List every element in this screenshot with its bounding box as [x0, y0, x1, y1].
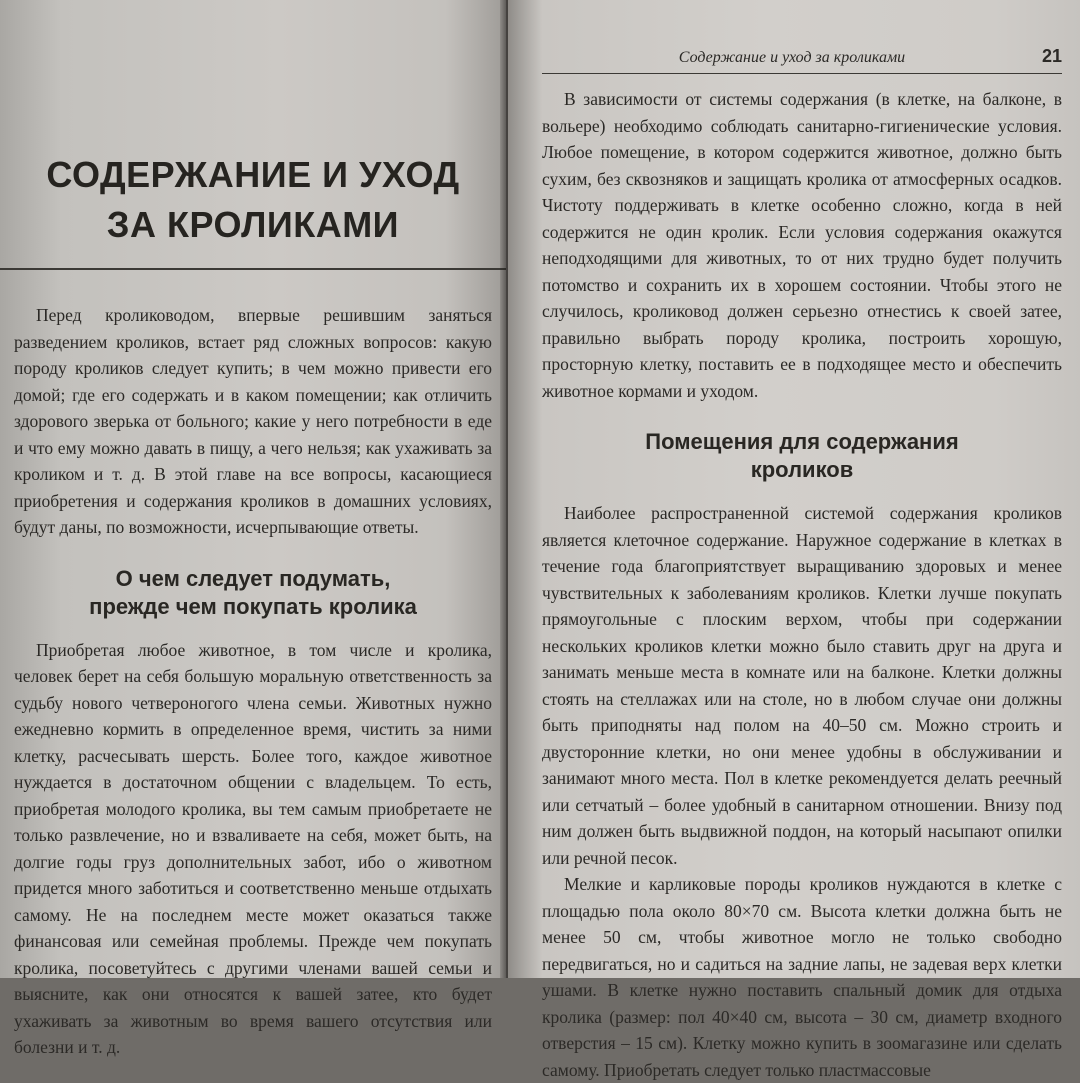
chapter-title-line-2: ЗА КРОЛИКАМИ: [106, 204, 400, 245]
chapter-title-line-1: СОДЕРЖАНИЕ И УХОД: [46, 154, 460, 195]
section-heading-housing: [542, 428, 1062, 484]
section-heading-before-buying: [14, 565, 492, 621]
paragraph-small-breeds: Мелкие и карликовые породы кроликов нуждаются в клетке с площадью пола около 80×70 см. Высота клетки должна быть не менее 50 см, чтобы животное могло не только свободно передвигаться, но и садиться на задние лапы, не задевая верх клетки ушами. В клетке нужно поставить спальный домик для отдыха кролика (размер: пол 40×40 см, высота – 30 см, диаметр входного отверстия – 15 см). Клетку можно купить в зоомагазине или сделать самому. Приобретать следует только пластмассовые: [542, 874, 1062, 1080]
left-page-body: [14, 302, 492, 1061]
paragraph-conditions: В зависимости от системы содержания (в клетке, на балконе, в вольере) необходимо соблюдать санитарно-гигиенические условия. Любое помещение, в котором содержится животное, должно быть сухим, без сквозняков и защищать кролика от атмосферных осадков. Чистоту поддерживать в клетке особенно сложно, когда в ней содержится не один кролик. Если условия содержания окажутся неподходящими для животных, то от них трудно будет получить потомство и сохранить их в хорошем состоянии. Чтобы этого не случилось, кроликовод должен серьезно отнестись к своей затее, правильно выбрать породу кролика, построить хорошую, просторную клетку, поставить ее в подходящее место и обеспечить животное кормами и уходом.: [542, 89, 1062, 401]
running-head: [542, 46, 1062, 74]
intro-paragraph: Перед кролиководом, впервые решившим заняться разведением кроликов, встает ряд сложных вопросов: какую породу кроликов следует купить; в чем можно привести его домой; где его содержать и в каком помещении; как отличить здорового зверька от больного; какие у него потребности в еде и что ему можно давать в пищу, а чего нельзя; как ухаживать за кроликом и т. д. В этой главе на все вопросы, касающиеся приобретения и содержания кроликов в домашних условиях, будут даны, по возможности, исчерпывающие ответы.: [14, 305, 492, 537]
section-paragraph: Приобретая любое животное, в том числе и кролика, человек берет на себя большую моральную ответственность за судьбу нового четвероногого члена семьи. Животных нужно ежедневно кормить в определенное время, чистить за ними клетку, расчесывать шерсть. Более того, каждое животное нуждается в достаточном общении с владельцем. То есть, приобретая молодого кролика, вы тем самым приобретаете не только развлечение, но и взваливаете на себя, может быть, на долгие годы груз дополнительных забот, ибо о животном придется много заботиться и соответственно меньше отдыхать самому. Не на последнем месте может оказаться также финансовая или семейная проблемы. Прежде чем покупать кролика, посоветуйтесь с другими членами вашей семьи и выясните, как они относятся к вашей затее, кто будет ухаживать за животным во время вашего отсутствия или болезни и т. д.: [14, 639, 492, 1057]
right-page: [508, 0, 1080, 1080]
section-heading-line-1: О чем следует подумать,: [115, 565, 391, 591]
section-heading-housing-line-2: кроликов: [750, 457, 854, 482]
left-page: [0, 0, 506, 1057]
section-heading-housing-line-1: Помещения для содержания: [645, 429, 959, 454]
paragraph-cages: Наиболее распространенной системой содержания кроликов является клеточное содержание. Наружное содержание в клетках в течение года благоприятствует выращиванию здоровых и менее чувствительных к заболеваниям кроликов. Клетки лучше покупать прямоугольные с плоским верхом, чтобы при содержании нескольких кроликов клетки можно было ставить друг на друга и занимать меньше места в комнате или на балконе. Клетки должны стоять на стеллажах или на столе, но в любом случае они должны быть приподняты над полом на 40–50 см. Можно строить и двусторонние клетки, но они менее удобны в обслуживании и занимают много места. Пол в клетке рекомендуется делать реечный или сетчатый – более удобный в санитарном отношении. Внизу под ним должен быть выдвижной поддон, на который насыпают опилки или речной песок.: [542, 503, 1062, 868]
section-heading-line-2: прежде чем покупать кролика: [89, 593, 417, 619]
page-number: 21: [1041, 46, 1062, 66]
running-head-title: Содержание и уход за кроликами: [678, 49, 906, 66]
right-page-body: [542, 86, 1062, 1083]
chapter-title: [14, 150, 492, 250]
chapter-title-rule: [0, 268, 506, 270]
